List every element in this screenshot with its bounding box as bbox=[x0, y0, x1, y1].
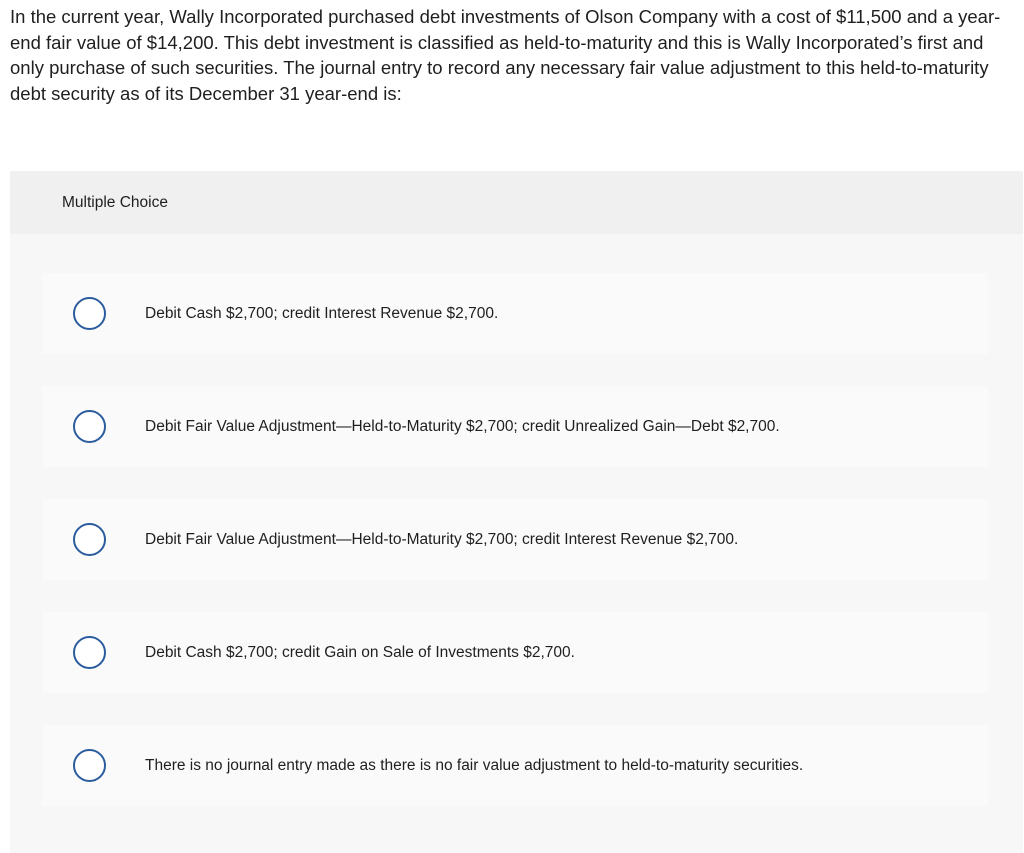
radio-button[interactable] bbox=[73, 523, 106, 556]
option-4[interactable] bbox=[42, 612, 988, 693]
option-label: Debit Cash $2,700; credit Gain on Sale of Investments $2,700. bbox=[145, 643, 575, 661]
option-label: Debit Fair Value Adjustment—Held-to-Maturity $2,700; credit Unrealized Gain—Debt $2,700. bbox=[145, 417, 780, 435]
radio-button[interactable] bbox=[73, 410, 106, 443]
option-label: There is no journal entry made as there is no fair value adjustment to held-to-maturity securities. bbox=[145, 756, 804, 774]
option-label: Debit Fair Value Adjustment—Held-to-Maturity $2,700; credit Interest Revenue $2,700. bbox=[145, 530, 739, 548]
multiple-choice-panel bbox=[10, 171, 1023, 853]
option-5[interactable] bbox=[42, 725, 988, 806]
option-2[interactable] bbox=[42, 386, 988, 467]
question-text: In the current year, Wally Incorporated purchased debt investments of Olson Company with a cost of $11,500 and a year-end fair value of $14,200. This debt investment is classified as held-to-maturity and this is Wally Incorporated’s first and only purchase of such securities. The journal entry to record any necessary fair value adjustment to this held-to-maturity debt security as of its December 31 year-end is: bbox=[10, 6, 1001, 104]
radio-button[interactable] bbox=[73, 749, 106, 782]
radio-button[interactable] bbox=[73, 297, 106, 330]
radio-button[interactable] bbox=[73, 636, 106, 669]
option-1[interactable] bbox=[42, 273, 988, 354]
multiple-choice-header: Multiple Choice bbox=[10, 171, 1023, 234]
options-list bbox=[42, 273, 988, 838]
option-label: Debit Cash $2,700; credit Interest Revenue $2,700. bbox=[145, 304, 499, 322]
option-3[interactable] bbox=[42, 499, 988, 580]
